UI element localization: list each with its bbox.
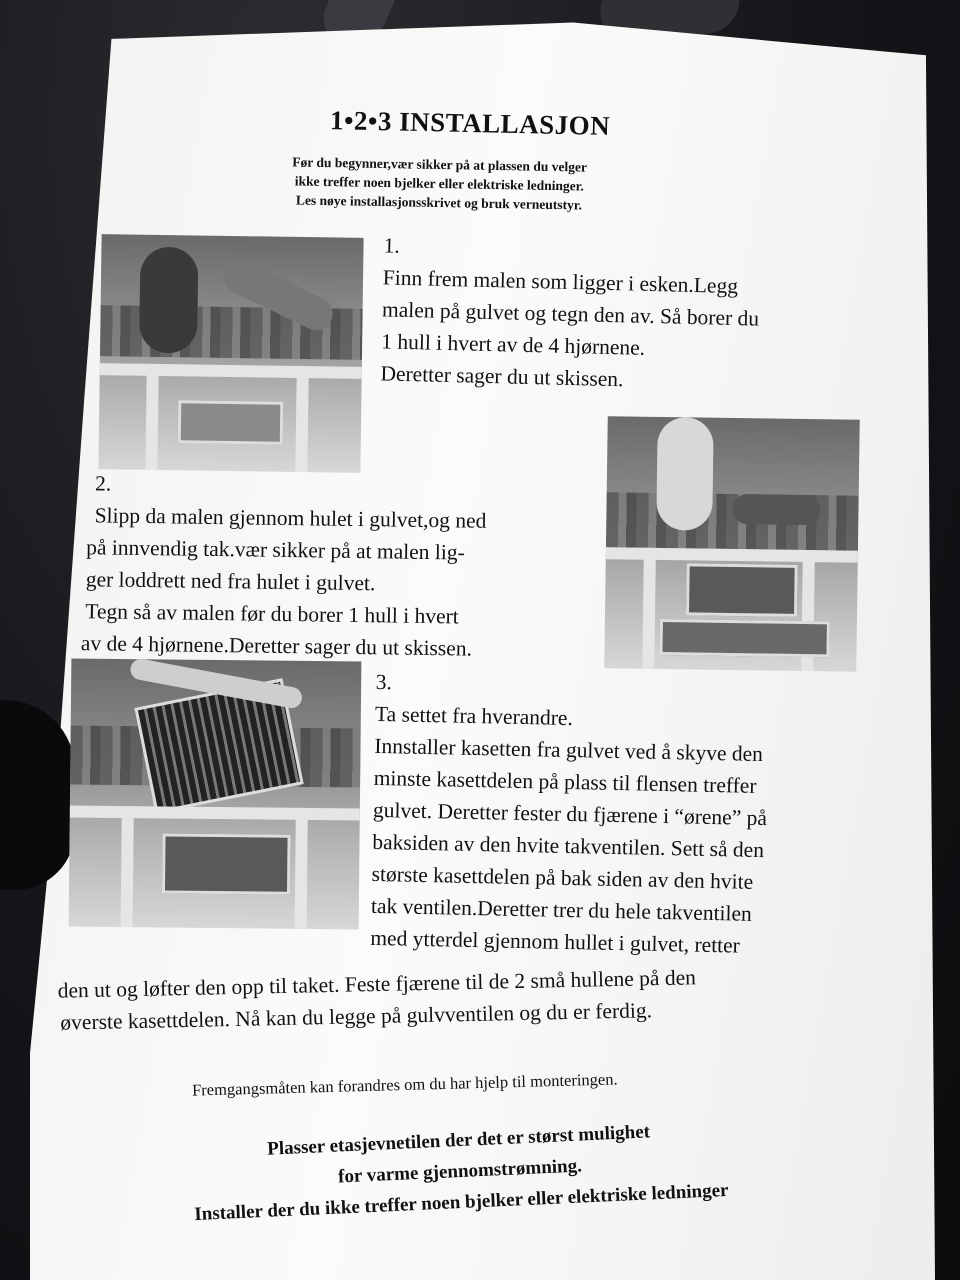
step-line: Tegn så av malen før du borer 1 hull i hvert (85, 599, 459, 629)
step-line: den ut og løfter den opp til taket. Feste fjærene til de 2 små hullene på den (57, 965, 697, 1003)
step-line: Finn frem malen som ligger i esken.Legg (382, 265, 739, 299)
step-line: Innstaller kasetten fra gulvet ved å skyve den (374, 733, 764, 767)
step-number: 1. (383, 233, 401, 258)
intro-line: Les nøye installasjonsskrivet og bruk verneutstyr. (295, 192, 583, 213)
footer-line: Installer der du ikke treffer noen bjelker eller elektriske ledninger (193, 1179, 729, 1226)
step2-text (80, 467, 487, 665)
step-line: Ta settet fra hverandre. (374, 701, 574, 731)
document-title: 1•2•3 INSTALLASJON (329, 105, 611, 141)
step-line: største kasettdelen på bak siden av den hvite (371, 861, 754, 894)
step-number: 2. (94, 471, 112, 496)
step-number: 3. (375, 669, 393, 695)
step-line: Deretter sager du ut skissen. (380, 361, 624, 392)
step-line: 1 hull i hvert av de 4 hjørnene. (380, 329, 646, 360)
step-line: på innvendig tak.vær sikker på at malen lig- (86, 535, 465, 565)
step3-text-continued (57, 961, 696, 1038)
step-line: øverste kasettdelen. Nå kan du legge på gulvventilen og du er ferdig. (60, 998, 653, 1035)
intro-paragraph (292, 152, 588, 214)
step-line: malen på gulvet og tegn den av. Så borer du (381, 297, 760, 331)
step-line: med ytterdel gjennom hullet i gulvet, retter (370, 925, 741, 958)
footer-line: Plasser etasjevnetilen der det er størst mulighet (266, 1121, 651, 1160)
step-line: minste kasettdelen på plass til flensen treffer (373, 765, 757, 798)
step-line: gulvet. Deretter fester du fjærene i “ørene” på (372, 797, 768, 831)
step3-text (370, 666, 770, 962)
step2-photo (604, 416, 859, 671)
intro-line: ikke treffer noen bjelker eller elektriske ledninger. (294, 173, 584, 194)
step1-photo (98, 234, 363, 473)
step-line: av de 4 hjørnene.Deretter sager du ut skissen. (80, 631, 473, 661)
step3-photo (69, 658, 362, 929)
step-line: tak ventilen.Deretter trer du hele takventilen (370, 893, 753, 926)
step-line: ger loddrett ned fra hulet i gulvet. (85, 567, 376, 596)
intro-line: Før du begynner,vær sikker på at plassen du velger (292, 154, 588, 175)
footer-note: Fremgangsmåten kan forandres om du har hjelp til monteringen. (191, 1069, 618, 1100)
step1-text (380, 229, 761, 398)
footer-line: for varme gjennomstrømning. (337, 1155, 583, 1188)
step-line: baksiden av den hvite takventilen. Sett så den (372, 829, 765, 863)
step-line: Slipp da malen gjennom hulet i gulvet,og ned (94, 503, 487, 533)
